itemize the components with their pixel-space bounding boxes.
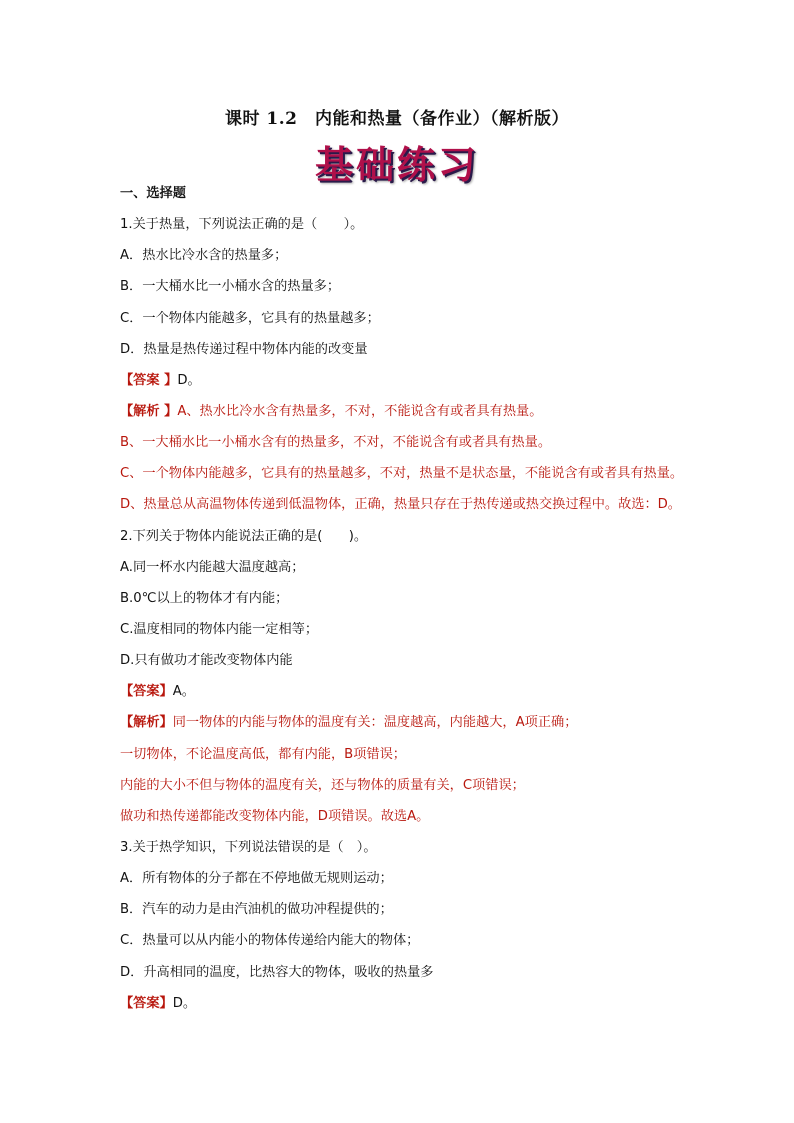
answer-value: D。 [172, 995, 197, 1011]
answer-value: A。 [172, 684, 195, 700]
question-2-option-b: B.0℃以上的物体才有内能； [120, 590, 289, 606]
question-3-option-b: B．汽车的动力是由汽油机的做功冲程提供的； [120, 902, 393, 918]
answer-tag: 【答案 】 [120, 372, 178, 388]
question-3-option-a: A．所有物体的分子都在不停地做无规则运动； [120, 871, 393, 887]
question-1-analysis-3: C、一个物体内能越多，它具有的热量越多，不对，热量不是状态量，不能说含有或者具有热量。 [120, 466, 684, 482]
question-1-option-c: C．一个物体内能越多，它具有的热量越多； [120, 310, 380, 326]
question-1-analysis-1 [120, 402, 720, 433]
question-2-analysis-4: 做功和热传递都能改变物体内能，D项错误。故选A。 [120, 808, 430, 824]
answer-tag: 【答案】 [120, 684, 173, 700]
question-2-analysis-3: 内能的大小不但与物体的温度有关，还与物体的质量有关，C项错误； [120, 777, 525, 793]
analysis-text: 同一物体的内能与物体的温度有关：温度越高，内能越大，A项正确； [172, 715, 578, 731]
section-banner: 基础练习 [314, 143, 479, 187]
document-body [120, 184, 720, 1025]
answer-tag: 【答案】 [120, 995, 173, 1011]
question-2-option-c: C.温度相同的物体内能一定相等； [120, 621, 319, 637]
question-3-stem: 3.关于热学知识，下列说法错误的是（ ）。 [120, 839, 377, 855]
question-3-option-c: C．热量可以从内能小的物体传递给内能大的物体； [120, 933, 420, 949]
document-title: 课时 1.2 内能和热量（备作业）（解析版） [225, 109, 569, 129]
question-2-option-d: D.只有做功才能改变物体内能 [120, 653, 293, 669]
answer-value: D。 [177, 372, 201, 388]
question-1-option-d: D．热量是热传递过程中物体内能的改变量 [120, 341, 368, 357]
analysis-tag: 【解析】 [120, 715, 173, 731]
analysis-tag: 【解析 】 [120, 403, 178, 419]
question-2-analysis-1 [120, 713, 720, 744]
question-1-option-a: A．热水比冷水含的热量多； [120, 248, 288, 264]
question-1-stem: 1.关于热量，下列说法正确的是（ ）。 [120, 217, 364, 233]
question-1-analysis-4: D、热量总从高温物体传递到低温物体，正确，热量只存在于热传递或热交换过程中。故选：D。 [120, 497, 681, 513]
question-3-option-d: D．升高相同的温度，比热容大的物体，吸收的热量多 [120, 964, 434, 980]
question-2-answer [120, 682, 720, 713]
question-2-stem: 2.下列关于物体内能说法正确的是( )。 [120, 528, 368, 544]
analysis-text: A、热水比冷水含有热量多，不对，不能说含有或者具有热量。 [177, 403, 543, 419]
question-2-analysis-2: 一切物体，不论温度高低，都有内能，B项错误； [120, 746, 406, 762]
section-heading: 一、选择题 [120, 186, 186, 201]
question-1-option-b: B．一大桶水比一小桶水含的热量多； [120, 279, 341, 295]
question-3-answer [120, 994, 720, 1025]
question-1-answer [120, 371, 720, 402]
question-1-analysis-2: B、一大桶水比一小桶水含有的热量多，不对，不能说含有或者具有热量。 [120, 435, 552, 451]
question-2-option-a: A.同一杯水内能越大温度越高； [120, 559, 305, 575]
